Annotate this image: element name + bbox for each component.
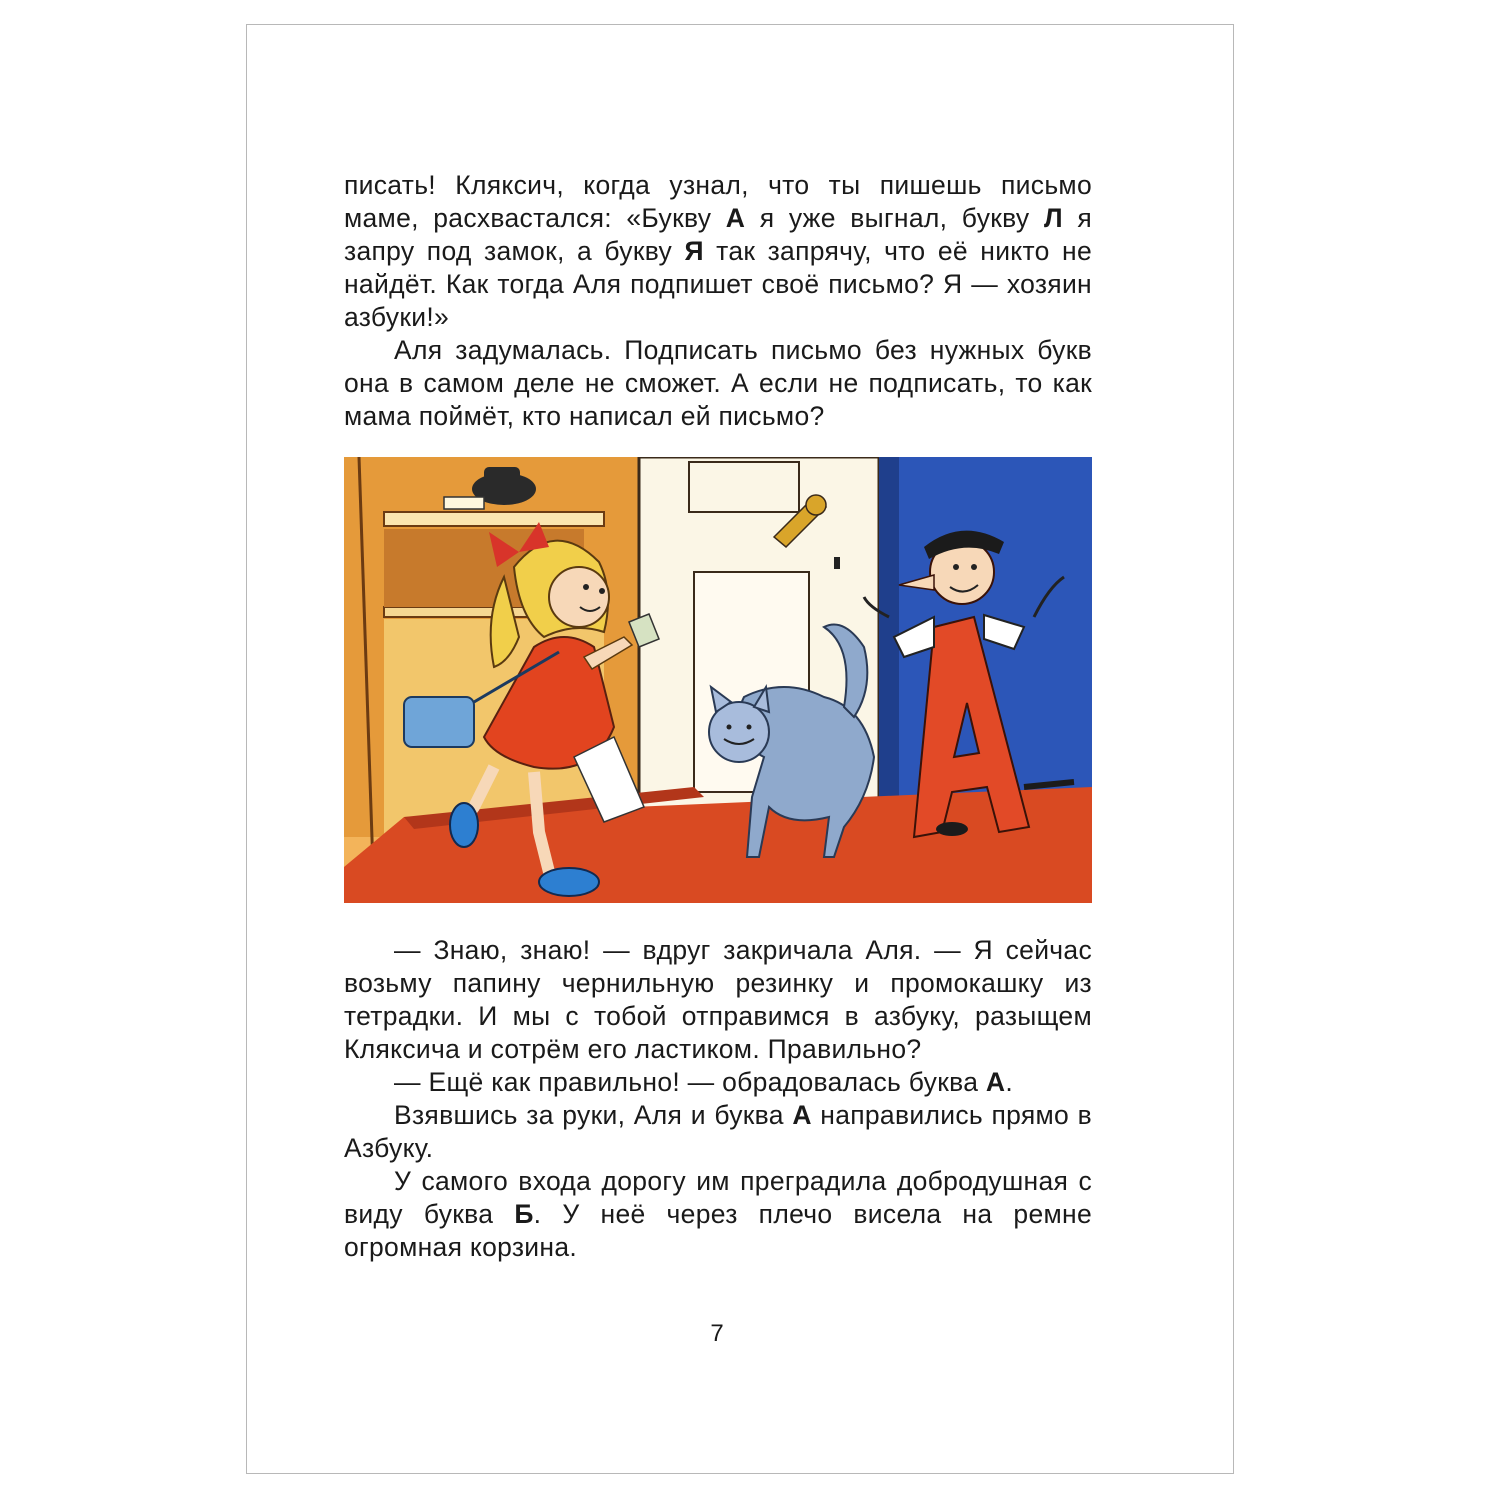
- paragraph: [344, 934, 1092, 1066]
- paragraph: [344, 334, 1092, 433]
- bold-letter: А: [725, 203, 746, 233]
- text-run: Взявшись за руки, Аля и буква: [394, 1100, 793, 1130]
- text-run: я уже выгнал, букву: [745, 203, 1044, 233]
- text-run: Аля задумалась. Подписать письмо без нужных букв она в самом деле не сможет. А если не подписать, то как мама поймёт, кто написал ей письмо?: [344, 335, 1092, 431]
- text-block-top: [344, 169, 1092, 433]
- bold-letter: Б: [514, 1199, 534, 1229]
- text-run: я запру под замок, а букву: [344, 203, 1093, 266]
- paragraph: [344, 1099, 1092, 1165]
- paragraph: [344, 1165, 1092, 1264]
- text-run: У самого входа дорогу им преградила добродушная с виду буква: [344, 1166, 1092, 1229]
- bold-letter: А: [792, 1100, 812, 1130]
- paragraph: [344, 1066, 1092, 1099]
- bold-letter: Л: [1043, 203, 1063, 233]
- illustration: [344, 457, 1092, 903]
- bold-letter: Я: [684, 236, 704, 266]
- text-run: — Знаю, знаю! — вдруг закричала Аля. — Я сейчас возьму папину чернильную резинку и промокашку из тетрадки. И мы с тобой отправимся в азбуку, разыщем Кляксича и сотрём его ластиком. Правильно?: [344, 935, 1092, 1064]
- paragraph: [344, 169, 1092, 334]
- text-run: писать! Кляксич, когда узнал, что ты пишешь письмо маме, расхвастался: «Букву: [344, 170, 1092, 233]
- text-run: — Ещё как правильно! — обрадовалась буква: [394, 1067, 986, 1097]
- text-run: так запрячу, что её никто не найдёт. Как тогда Аля подпишет своё письмо? Я — хозяин азбуки!»: [344, 236, 1093, 332]
- bold-letter: А: [985, 1067, 1006, 1097]
- book-page: [246, 24, 1234, 1474]
- text-run: направились прямо в Азбуку.: [344, 1100, 1092, 1163]
- text-run: .: [1005, 1067, 1014, 1097]
- text-block-bottom: [344, 934, 1092, 1264]
- text-run: . У неё через плечо висела на ремне огромная корзина.: [344, 1199, 1093, 1262]
- page-number: 7: [710, 1320, 724, 1347]
